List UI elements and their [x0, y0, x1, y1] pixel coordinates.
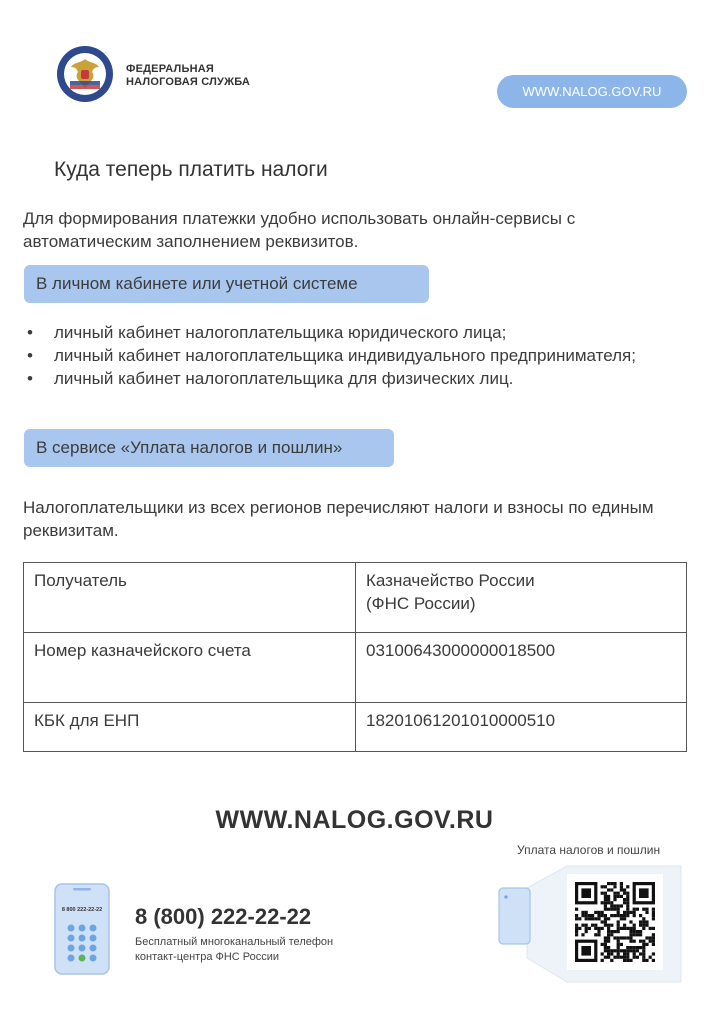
hotline-description-line2: контакт-центра ФНС России: [135, 951, 280, 963]
list-item: [23, 367, 685, 390]
hotline-description: [135, 935, 333, 965]
bullet-dot-icon: •: [27, 346, 33, 365]
table-cell-label: Номер казначейского счета: [24, 633, 356, 703]
org-name-line2: НАЛОГОВАЯ СЛУЖБА: [126, 76, 251, 88]
section-chip-service: В сервисе «Уплата налогов и пошлин»: [24, 429, 394, 467]
list-item: [23, 344, 685, 367]
smartphone-keypad-icon: [54, 883, 110, 975]
table-cell-label: Получатель: [24, 563, 356, 633]
list-item-text: личный кабинет налогоплательщика для физических лиц.: [54, 369, 514, 388]
table-cell-value: 03100643000000018500: [356, 633, 687, 703]
hotline-description-line1: Бесплатный многоканальный телефон: [135, 936, 334, 948]
qr-caption: Уплата налогов и пошлин: [517, 843, 661, 857]
site-url-large[interactable]: WWW.NALOG.GOV.RU: [215, 806, 494, 834]
phone-screen-number: 8 800 222-22-22: [61, 907, 103, 913]
requisites-table: [23, 562, 687, 752]
requisites-paragraph: Налогоплательщики из всех регионов перечисляют налоги и взносы по единым реквизитам.: [23, 498, 654, 540]
bullet-dot-icon: •: [27, 323, 33, 342]
section-chip-cabinet: В личном кабинете или учетной системе: [24, 265, 429, 303]
cabinet-list: [23, 321, 685, 390]
org-name-line1: ФЕДЕРАЛЬНАЯ: [126, 63, 214, 75]
intro-text: Для формирования платежки удобно использовать онлайн-сервисы с автоматическим заполнением реквизитов.: [23, 209, 576, 251]
table-cell-value-line2: (ФНС России): [366, 594, 476, 613]
list-item-text: личный кабинет налогоплательщика юридического лица;: [54, 323, 507, 342]
table-row: [24, 633, 687, 703]
list-item-text: личный кабинет налогоплательщика индивидуального предпринимателя;: [54, 346, 636, 365]
bullet-dot-icon: •: [27, 369, 33, 388]
table-row: [24, 563, 687, 633]
table-cell-value: [356, 563, 687, 633]
list-item: [23, 321, 685, 344]
table-row: [24, 703, 687, 752]
org-name: [126, 63, 250, 89]
page-title: Куда теперь платить налоги: [54, 158, 328, 181]
table-cell-label: КБК для ЕНП: [24, 703, 356, 752]
hotline-number[interactable]: 8 (800) 222-22-22: [135, 904, 312, 929]
fns-emblem-logo: [56, 45, 114, 103]
qr-code-icon[interactable]: [497, 858, 683, 984]
table-cell-value-line1: Казначейство России: [366, 571, 535, 590]
site-link-pill[interactable]: WWW.NALOG.GOV.RU: [497, 75, 687, 108]
table-cell-value: 18201061201010000510: [356, 703, 687, 752]
